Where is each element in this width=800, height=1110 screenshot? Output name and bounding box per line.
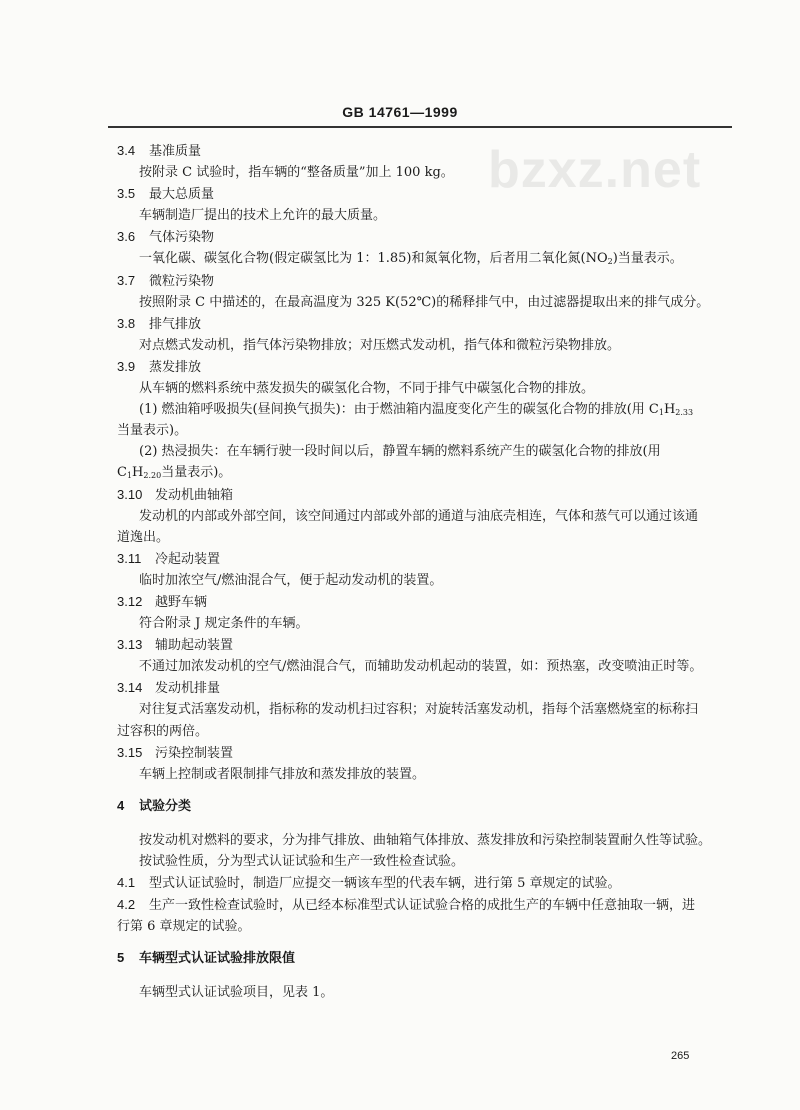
page-number: 265 — [671, 1050, 690, 1062]
paragraph — [117, 248, 732, 269]
chapter-title: 车辆型式认证试验排放限值 — [139, 951, 296, 967]
section-number: 3.13 — [117, 637, 143, 653]
clause-4-2-cont: 行第 6 章规定的试验。 — [117, 919, 251, 935]
header-rule — [108, 126, 732, 128]
list-item-2-cont — [117, 462, 732, 483]
document-body — [117, 140, 732, 1004]
document-header: GB 14761—1999 — [342, 104, 458, 120]
paragraph: 按试验性质，分为型式认证试验和生产一致性检查试验。 — [139, 854, 465, 869]
paragraph: 符合附录 J 规定条件的车辆。 — [139, 616, 309, 632]
section-title: 发动机排量 — [155, 681, 221, 697]
section-number: 3.5 — [117, 186, 136, 202]
section-title: 冷起动装置 — [155, 551, 221, 567]
clause-4-2 — [117, 894, 732, 916]
paragraph: 临时加浓空气/燃油混合气，便于起动发动机的装置。 — [139, 572, 443, 588]
paragraph: 对点燃式发动机，指气体污染物排放；对压燃式发动机，指气体和微粒污染物排放。 — [139, 337, 621, 353]
paragraph-cont: 过容积的两倍。 — [117, 723, 209, 739]
section-heading-3-13 — [117, 634, 732, 656]
section-title: 微粒污染物 — [149, 273, 215, 289]
section-heading-3-11 — [117, 548, 732, 570]
subscript: 2 — [607, 257, 613, 267]
section-title: 排气排放 — [149, 316, 202, 332]
text: C — [117, 465, 127, 481]
section-number: 3.14 — [117, 680, 143, 696]
section-number: 3.8 — [117, 315, 136, 331]
section-number: 3.7 — [117, 272, 136, 288]
section-title: 辅助起动装置 — [155, 638, 234, 654]
text: (1) 燃油箱呼吸损失(昼间换气损失)：由于燃油箱内温度变化产生的碳氢化合物的排放(用 C — [139, 402, 659, 418]
section-title: 最大总质量 — [149, 187, 215, 203]
watermark-logo: bzxz.net — [488, 141, 702, 199]
section-title: 基准质量 — [149, 144, 202, 159]
section-title: 气体污染物 — [149, 230, 215, 246]
paragraph: 发动机的内部或外部空间，该空间通过内部或外部的通道与油底壳相连，气体和蒸气可以通过该通 — [139, 508, 699, 524]
section-heading-3-5 — [117, 183, 732, 205]
text: H — [132, 465, 144, 481]
section-number: 3.6 — [117, 229, 136, 245]
text: 当量表示)。 — [161, 465, 232, 481]
subscript: 2.20 — [143, 471, 162, 481]
subscript: 1 — [658, 408, 664, 418]
section-heading-3-7 — [117, 270, 732, 292]
paragraph: 按照附录 C 中描述的，在最高温度为 325 K(52℃)的稀释排气中，由过滤器提取出来的排气成分。 — [139, 294, 710, 310]
section-heading-3-8 — [117, 313, 732, 335]
chapter-title: 试验分类 — [139, 798, 192, 814]
section-number: 3.9 — [117, 358, 136, 374]
section-title: 蒸发排放 — [149, 359, 202, 375]
paragraph: 车辆制造厂提出的技术上允许的最大质量。 — [139, 208, 387, 224]
paragraph: 对往复式活塞发动机，指标称的发动机扫过容积；对旋转活塞发动机，指每个活塞燃烧室的标称扫 — [139, 702, 699, 718]
subscript: 2.33 — [675, 408, 694, 418]
paragraph: 车辆上控制或者限制排气排放和蒸发排放的装置。 — [139, 766, 426, 782]
subscript: 1 — [126, 471, 133, 481]
text: )当量表示。 — [612, 251, 683, 267]
clause-number: 4.1 — [117, 875, 136, 891]
list-item-1-cont: 当量表示)。 — [117, 423, 188, 439]
section-heading-3-14 — [117, 677, 732, 699]
section-heading-3-10 — [117, 484, 732, 506]
paragraph: 按附录 C 试验时，指车辆的“整备质量”加上 100 kg。 — [139, 165, 454, 181]
section-title: 污染控制装置 — [155, 745, 234, 761]
section-number: 3.4 — [117, 143, 136, 158]
paragraph: 从车辆的燃料系统中蒸发损失的碳氢化合物，不同于排气中碳氢化合物的排放。 — [139, 381, 595, 397]
text: 生产一致性检查试验时，从已经本标准型式认证试验合格的成批生产的车辆中任意抽取一辆，进 — [149, 898, 696, 914]
section-title: 越野车辆 — [155, 594, 208, 610]
list-item-2: (2) 热浸损失：在车辆行驶一段时间以后，静置车辆的燃料系统产生的碳氢化合物的排放(用 — [139, 444, 661, 460]
clause-4-1 — [117, 872, 732, 894]
text: 型式认证试验时，制造厂应提交一辆该车型的代表车辆，进行第 5 章规定的试验。 — [149, 876, 621, 892]
paragraph: 按发动机对燃料的要求，分为排气排放、曲轴箱气体排放、蒸发排放和污染控制装置耐久性等试验。 — [139, 832, 712, 848]
text: H — [663, 402, 676, 418]
section-heading-3-12 — [117, 591, 732, 613]
section-number: 3.10 — [117, 486, 143, 502]
paragraph-cont: 道逸出。 — [117, 529, 170, 545]
section-title: 发动机曲轴箱 — [155, 487, 234, 503]
list-item-1 — [117, 399, 732, 420]
section-heading-3-6 — [117, 226, 732, 248]
chapter-heading-5 — [117, 947, 732, 969]
section-heading-3-9 — [117, 356, 732, 378]
chapter-heading-4 — [117, 795, 732, 817]
section-heading-3-15 — [117, 742, 732, 764]
paragraph: 车辆型式认证试验项目，见表 1。 — [139, 985, 334, 1001]
paragraph: 不通过加浓发动机的空气/燃油混合气，而辅助发动机起动的装置，如：预热塞，改变喷油正时等。 — [139, 659, 703, 675]
clause-number: 4.2 — [117, 897, 136, 913]
chapter-number: 5 — [117, 950, 125, 966]
section-heading-3-4 — [117, 140, 732, 162]
section-number: 3.15 — [117, 744, 143, 760]
section-number: 3.12 — [117, 593, 143, 609]
text: 一氧化碳、碳氢化合物(假定碳氢比为 1：1.85)和氮氧化物，后者用二氧化氮(NO — [139, 251, 608, 267]
section-number: 3.11 — [117, 550, 142, 566]
chapter-number: 4 — [117, 797, 125, 813]
